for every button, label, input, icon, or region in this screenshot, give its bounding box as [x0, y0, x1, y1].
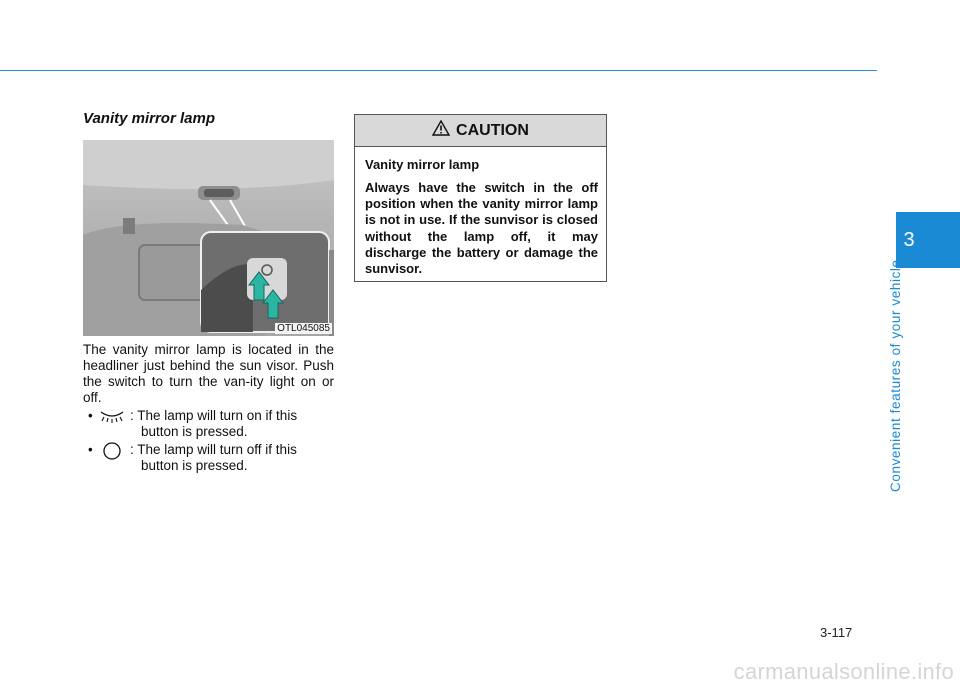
- bullet-lamp-off-line2: button is pressed.: [141, 458, 248, 473]
- figure-code: OTL045085: [277, 323, 330, 334]
- watermark: [0, 660, 960, 689]
- bullet-lamp-on-line2: button is pressed.: [141, 424, 248, 439]
- caution-box: [354, 114, 607, 282]
- watermark-text: carmanualsonline.info: [733, 659, 954, 684]
- chapter-title: Convenient features of your vehicle: [888, 259, 903, 492]
- caution-text: Always have the switch in the off position when the vanity mirror lamp is not in use. If the sunvisor is closed without the lamp off, it may discharge the battery or damage the sunvisor.: [365, 180, 598, 277]
- chapter-number: 3: [903, 229, 915, 251]
- lamp-on-icon: [97, 408, 127, 428]
- bullet-lamp-off-line1: : The lamp will turn off if this: [130, 442, 297, 457]
- sun-visor-illustration: [83, 140, 334, 336]
- lamp-off-icon: [97, 442, 127, 464]
- warning-triangle-icon: [432, 120, 450, 141]
- bullet-lamp-on-line1: : The lamp will turn on if this: [130, 408, 298, 423]
- chapter-tab: [896, 212, 960, 268]
- vanity-mirror-photo: [83, 140, 334, 336]
- bullet-dot: •: [88, 408, 93, 423]
- body-paragraph: The vanity mirror lamp is located in the headliner just behind the sun visor. Push the switch to turn the van-ity light on or off.: [83, 342, 334, 405]
- caution-header: [355, 115, 606, 147]
- caution-subtitle: Vanity mirror lamp: [365, 157, 480, 172]
- bullet-dot: •: [88, 442, 93, 457]
- caution-title: CAUTION: [456, 121, 529, 139]
- section-heading: Vanity mirror lamp: [83, 110, 215, 127]
- header-rule: [0, 70, 877, 71]
- page-number: 3-117: [820, 625, 853, 640]
